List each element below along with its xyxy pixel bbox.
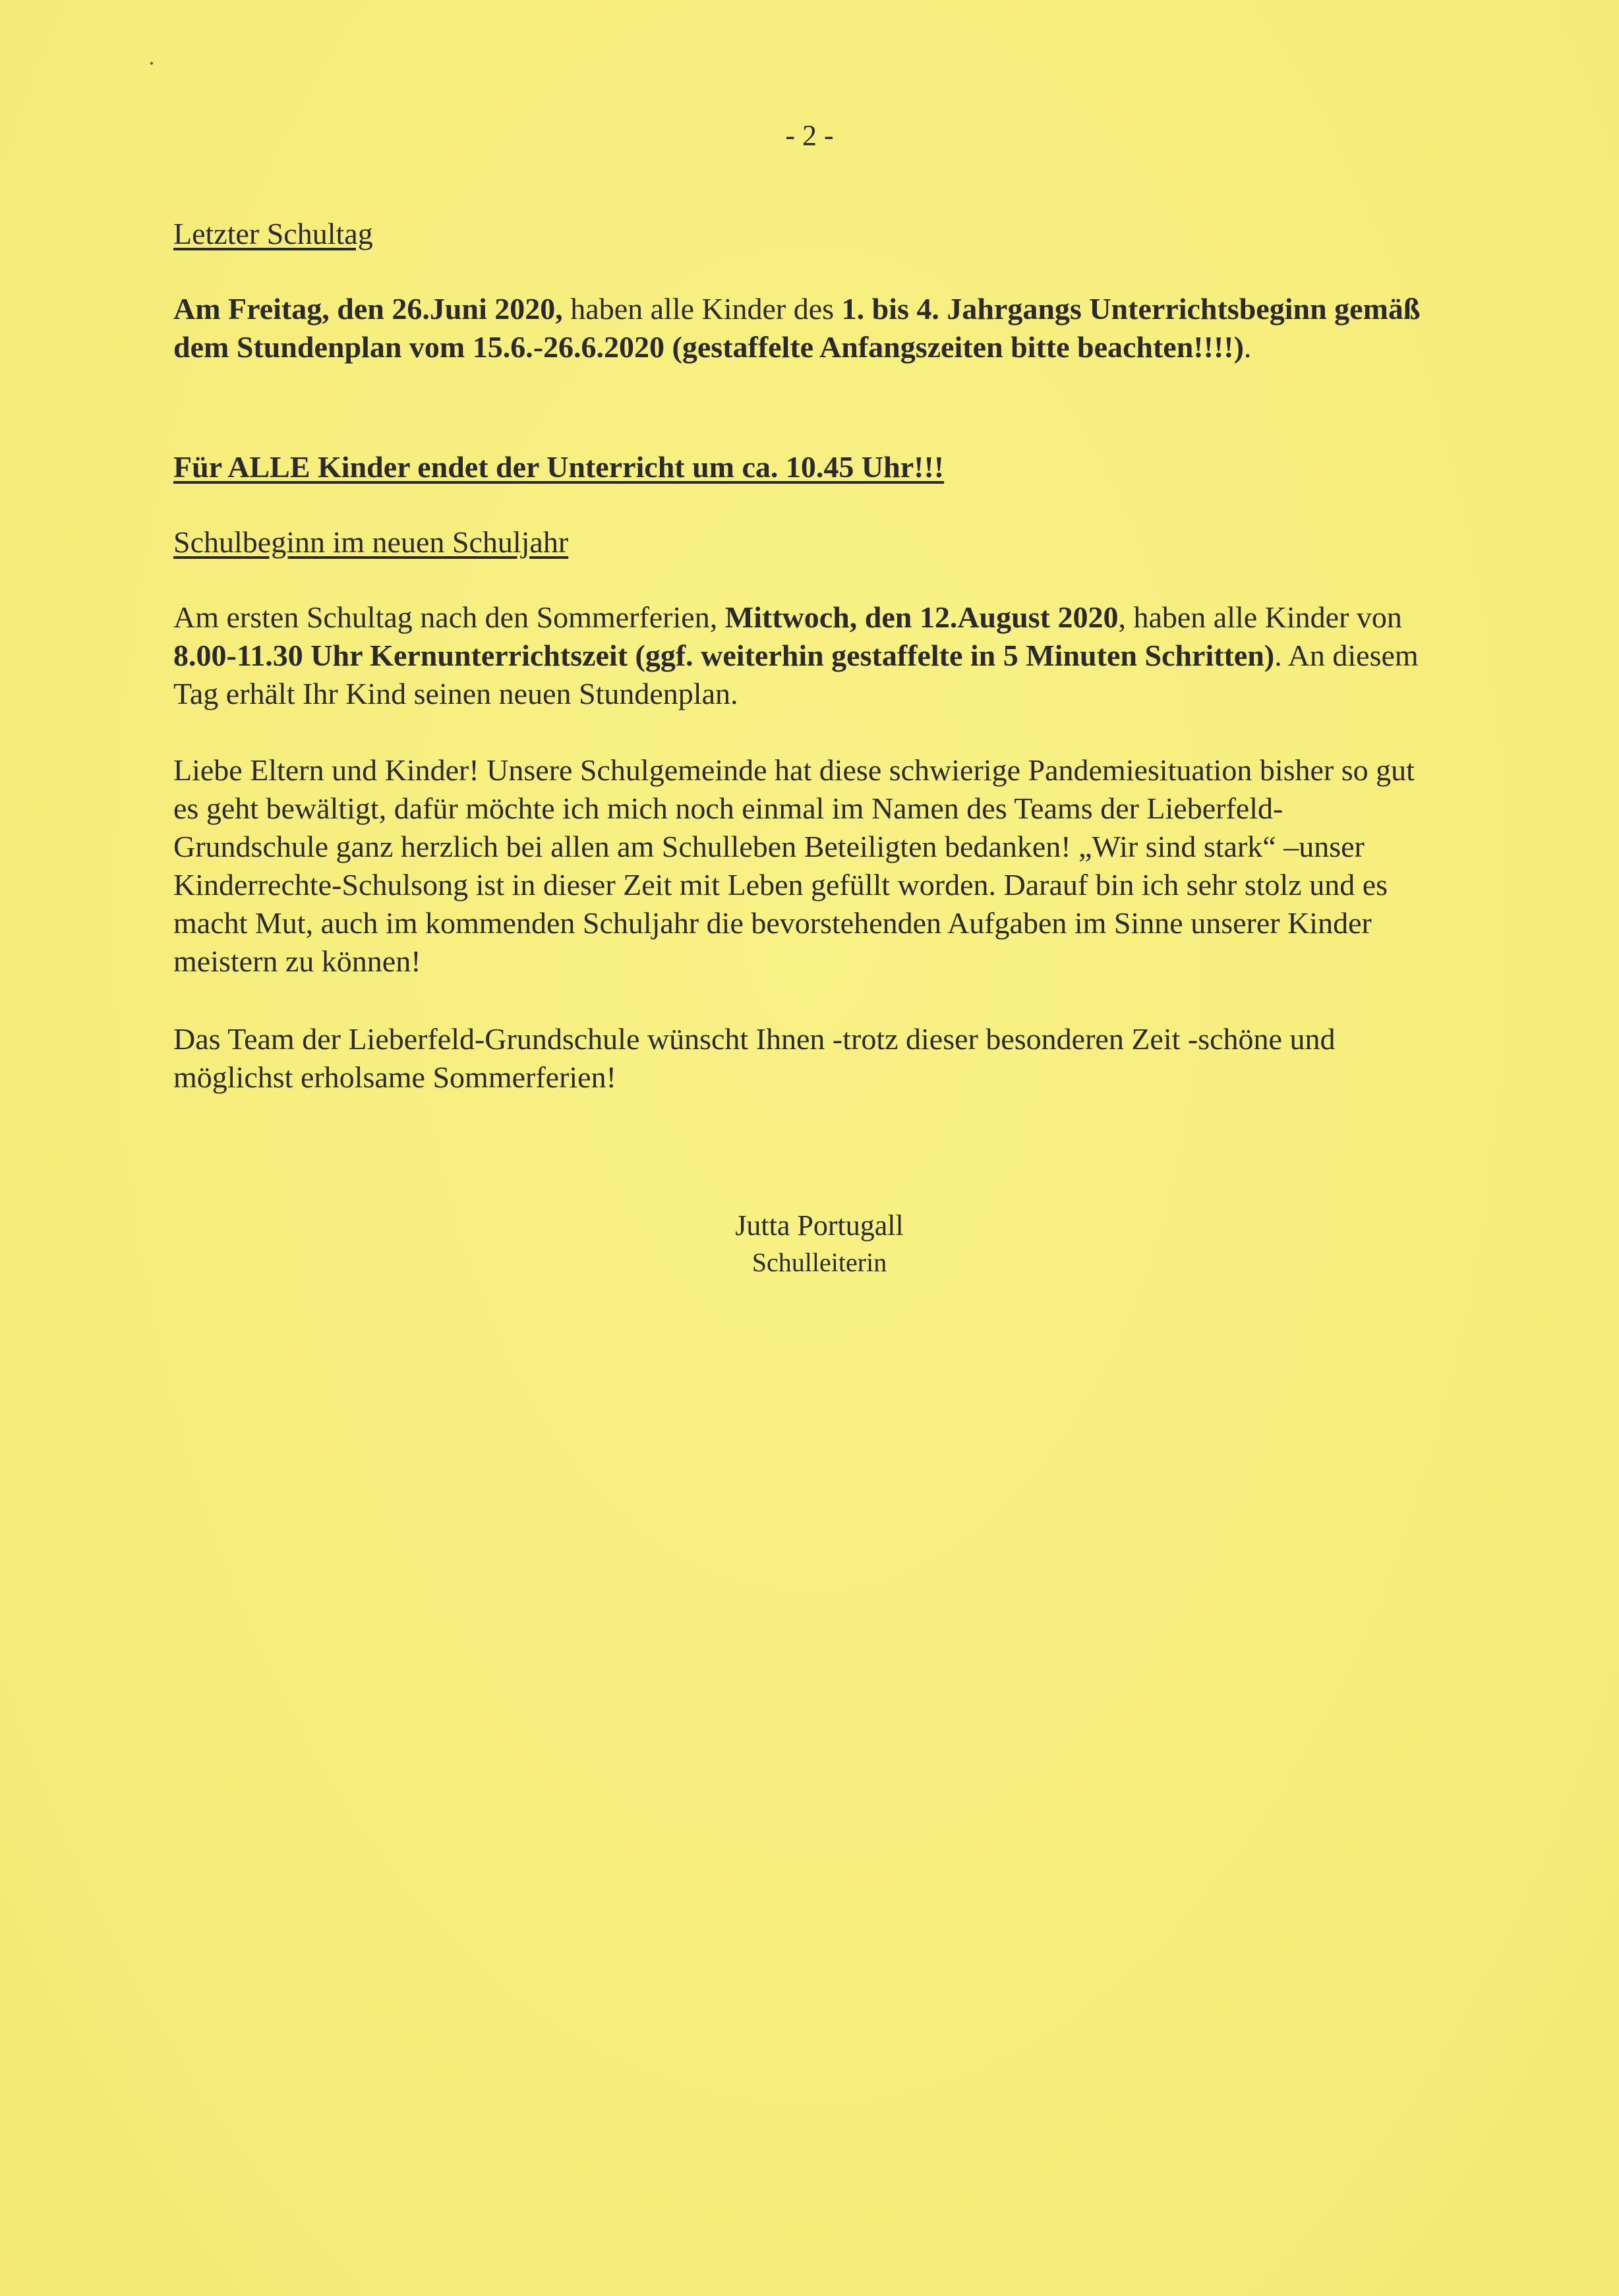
page-number: - 2 - [785, 119, 834, 152]
signature-role: Schulleiterin [751, 1248, 887, 1277]
signature-name: Jutta Portugall [735, 1209, 904, 1242]
core-time-notice: 8.00-11.30 Uhr Kernunterrichtszeit (ggf. weiterhin gestaffelte in 5 Minuten Schritten) [173, 639, 1275, 672]
end-time-notice: Für ALLE Kinder endet der Unterricht um ca. 10.45 Uhr!!! [173, 450, 945, 484]
text-segment: Am ersten Schultag nach den Sommerferien, [173, 600, 725, 634]
paragraph-farewell: Das Team der Lieberfeld-Grundschule wünscht Ihnen -trotz dieser besonderen Zeit -schöne und möglichst erholsame Sommerferien! [173, 1022, 1336, 1094]
date-wednesday: Mittwoch, den 12.August 2020 [724, 600, 1119, 634]
heading-new-school-year: Schulbeginn im neuen Schuljahr [173, 525, 569, 559]
text-segment: . [1243, 330, 1252, 364]
timetable-notice: 1. bis 4. Jahrgangs Unterrichtsbeginn gemäß dem Stundenplan vom 15.6.-26.6.2020 (gestaffelte Anfangszeiten bitte beachten!!!!) [173, 292, 1421, 364]
text-segment: . An diesem Tag erhält Ihr Kind seinen neuen Stundenplan. [173, 639, 1419, 710]
date-friday: Am Freitag, den 26.Juni 2020, [173, 292, 563, 326]
text-segment: , haben alle Kinder von [1118, 600, 1402, 634]
text-segment: haben alle Kinder des [562, 292, 842, 326]
heading-last-school-day: Letzter Schultag [173, 217, 373, 250]
paragraph-last-school-day [173, 290, 1426, 366]
paragraph-thanks: Liebe Eltern und Kinder! Unsere Schulgemeinde hat diese schwierige Pandemiesituation bisher so gut es geht bewältigt, dafür möchte ich mich noch einmal im Namen des Teams der Lieberfeld-Grundschule ganz herzlich bei allen am Schulleben Beteiligten bedanken! „Wir sind stark“ –unser Kinderrechte-Schulsong ist in dieser Zeit mit Leben gefüllt worden. Darauf bin ich sehr stolz und es macht Mut, auch im kommenden Schuljahr die bevorstehenden Aufgaben im Sinne unserer Kinder meistern zu können! [173, 753, 1415, 978]
paper-speck [150, 62, 153, 65]
paragraph-school-start [173, 598, 1426, 713]
